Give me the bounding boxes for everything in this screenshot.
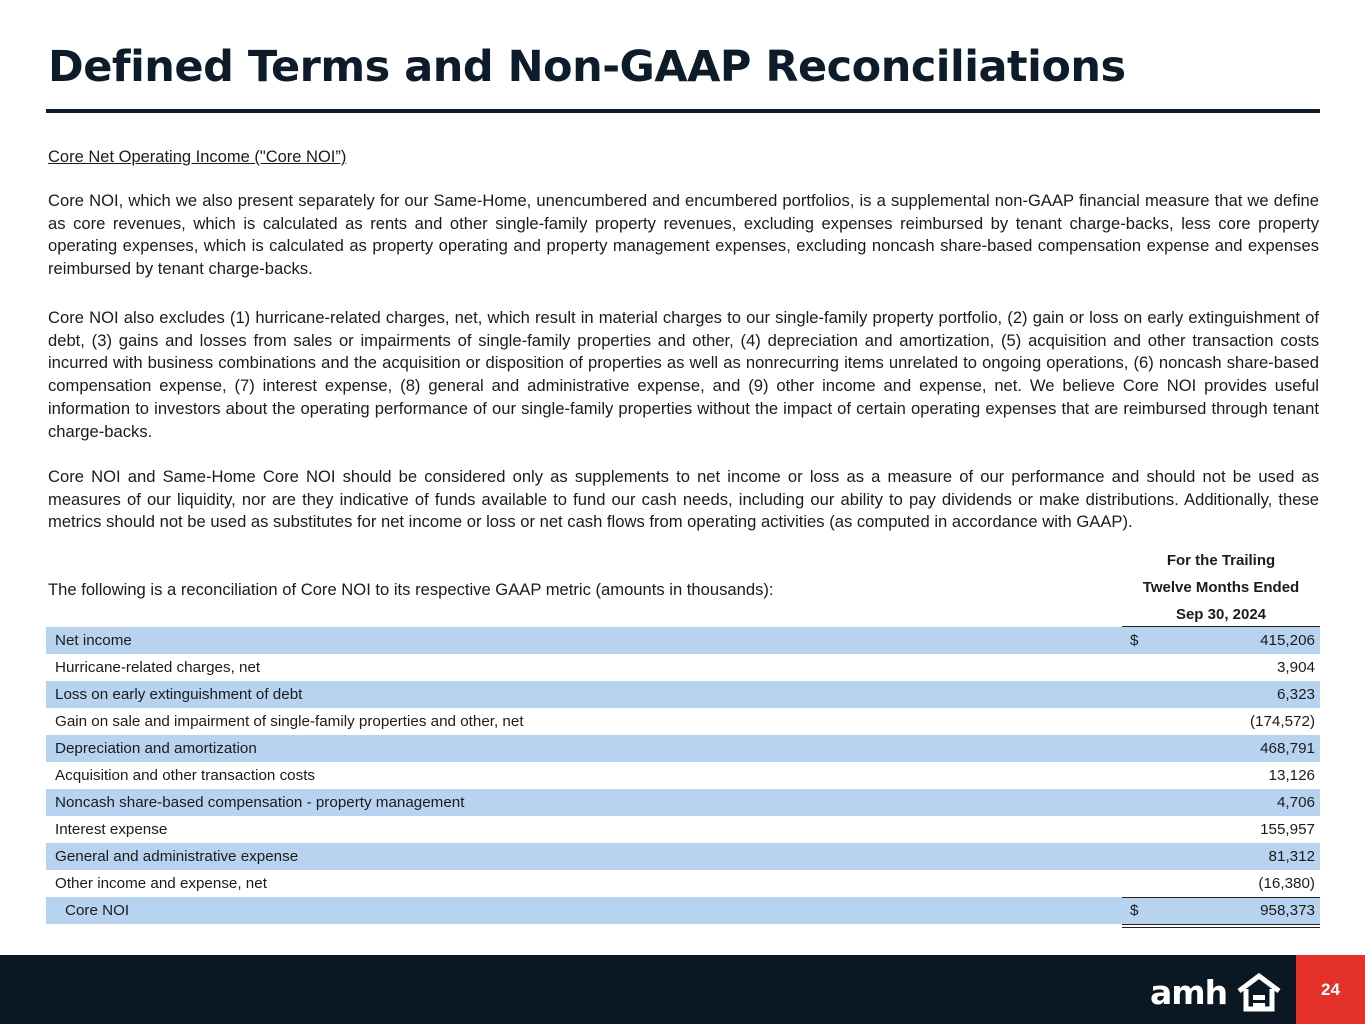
table-row-core-noi-total <box>46 897 1320 924</box>
row-value: 81,312 <box>1268 848 1315 865</box>
row-label: Net income <box>55 632 132 649</box>
row-value: 6,323 <box>1276 686 1315 703</box>
table-row-interest-expense <box>46 816 1320 843</box>
row-value: 13,126 <box>1268 767 1315 784</box>
house-icon <box>1236 973 1282 1013</box>
table-row-hurricane-charges <box>46 654 1320 681</box>
column-header-line-2: Twelve Months Ended <box>1142 579 1300 596</box>
row-value: 3,904 <box>1276 659 1315 676</box>
row-value: 4,706 <box>1276 794 1315 811</box>
row-label: Acquisition and other transaction costs <box>55 767 316 784</box>
table-row-gain-on-sale <box>46 708 1320 735</box>
definition-paragraph: Core NOI, which we also present separately for our Same-Home, unencumbered and encumbered portfolios, is a supplemental non-GAAP financial measure that we define as core revenues, which is calculated as rents and other single-family property revenues, excluding expenses reimbursed by tenant charge-backs, less core property operating expenses, which is calculated as property operating and property management expenses, excluding noncash share-based compensation expense and expenses reimbursed by tenant charge-backs. <box>48 191 1319 279</box>
row-label: Noncash share-based compensation - property management <box>55 794 465 811</box>
total-top-rule <box>1122 897 1320 898</box>
reconciliation-intro: The following is a reconciliation of Core NOI to its respective GAAP metric (amounts in thousands): <box>48 580 774 599</box>
page-number-badge <box>1296 955 1365 1024</box>
row-value: 468,791 <box>1260 740 1315 757</box>
column-header-line-1: For the Trailing <box>1166 552 1276 569</box>
disclaimer-paragraph: Core NOI and Same-Home Core NOI should be considered only as supplements to net income or loss as a measure of our performance and should not be used as measures of our liquidity, nor are they indicative of funds available to fund our cash needs, including our ability to pay dividends or make distributions. Additionally, these metrics should not be used as substitutes for net income or loss or net cash flows from operating activities (as computed in accordance with GAAP). <box>48 467 1319 532</box>
exclusions-paragraph: Core NOI also excludes (1) hurricane-related charges, net, which result in material charges to our single-family property portfolio, (2) gain or loss on early extinguishment of debt, (3) gains and losses from sales or impairments of single-family properties and other, (4) depreciation and amortization, (5) acquisition and other transaction costs incurred with business combinations and the acquisition or disposition of properties as well as nonrecurring items unrelated to ongoing operations, (6) noncash share-based compensation expense, (7) interest expense, (8) general and administrative expense, and (9) other income and expense, net. We believe Core NOI provides useful information to investors about the operating performance of our single-family properties without the impact of certain operating expenses that are reimbursed through tenant charge-backs. <box>48 308 1319 441</box>
table-row-noncash-compensation <box>46 789 1320 816</box>
title-divider <box>46 109 1320 113</box>
table-row-acquisition-costs <box>46 762 1320 789</box>
page-number: 24 <box>1321 980 1340 999</box>
logo-wordmark: amh <box>1150 973 1228 1012</box>
row-label: Depreciation and amortization <box>55 740 257 757</box>
row-value: (174,572) <box>1249 713 1315 730</box>
table-row-depreciation <box>46 735 1320 762</box>
page-title: Defined Terms and Non-GAAP Reconciliations <box>48 42 1126 92</box>
currency-symbol: $ <box>1130 632 1139 649</box>
amh-logo <box>1150 973 1282 1013</box>
row-label: Interest expense <box>55 821 168 838</box>
row-label: Other income and expense, net <box>55 875 267 892</box>
row-value: 415,206 <box>1260 632 1315 649</box>
row-value: 958,373 <box>1260 902 1315 919</box>
row-label: Gain on sale and impairment of single-family properties and other, net <box>55 713 524 730</box>
section-heading: Core Net Operating Income ("Core NOI”) <box>48 148 347 166</box>
total-double-rule <box>1122 924 1320 925</box>
row-value: 155,957 <box>1260 821 1315 838</box>
row-value: (16,380) <box>1258 875 1315 892</box>
table-row-net-income <box>46 627 1320 654</box>
row-label: Core NOI <box>65 902 130 919</box>
column-header-line-3: Sep 30, 2024 <box>1175 606 1267 623</box>
total-double-rule <box>1122 927 1320 928</box>
table-row-general-admin <box>46 843 1320 870</box>
row-label: General and administrative expense <box>55 848 299 865</box>
row-label: Hurricane-related charges, net <box>55 659 261 676</box>
table-row-other-income <box>46 870 1320 897</box>
table-row-debt-extinguishment <box>46 681 1320 708</box>
reconciliation-table <box>46 627 1320 924</box>
currency-symbol: $ <box>1130 902 1139 919</box>
row-label: Loss on early extinguishment of debt <box>55 686 303 703</box>
